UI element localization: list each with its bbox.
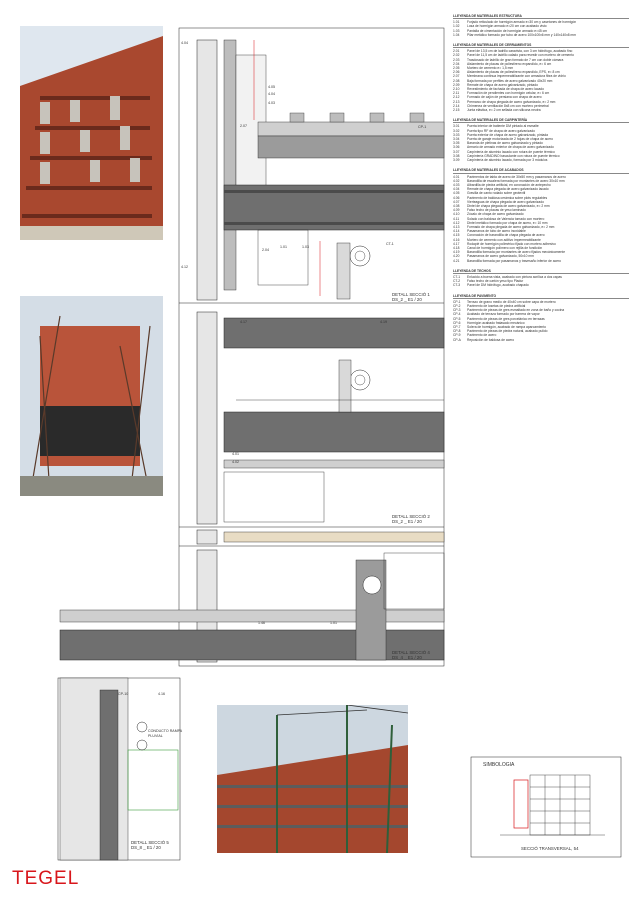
simbologia-title: SIMBOLOGIA [483, 762, 515, 768]
legend-item-text: Mortero de cemento e= 1,5 mm [467, 66, 514, 71]
label-l11: 4.12 [181, 265, 188, 269]
label-l1: 4.04 [181, 41, 188, 45]
legend-item-text: Falso techo de placas de yeso laminado [467, 208, 526, 213]
detail-2-title: DETALL SECCIÓ 2 [392, 514, 430, 519]
label-l8: 2.04 [262, 248, 269, 252]
legend-item-code: 4.08 [453, 203, 460, 208]
legend-item-code: 3.01 [453, 124, 460, 129]
legend-item-text: Pavimentos de tabla de acero de 30x50 mm y pasamanos de acero [467, 174, 566, 179]
legend-item-text: Albardilla de piedra artificial, en coronación de antepecho [467, 182, 551, 187]
legend-item-code: 3.07 [453, 149, 460, 154]
detail-section-3 [197, 530, 444, 544]
legend-item-text: Pasamanos de tubo de acero inoxidable [467, 229, 526, 234]
legend-item-code: CT-3 [453, 283, 461, 288]
legend-item-code: 3.04 [453, 137, 460, 142]
detail-4-caption [392, 650, 430, 660]
legend-item-code: 2.11 [453, 91, 460, 96]
legend-item-text: Chimenea de ventilación 8x8 cm con mortero perimetral [467, 103, 549, 108]
legend-item-text: Panel de 11,5 cm de ladrillo calado para revestir con mortero de cemento [467, 53, 574, 58]
legend-item-code: CT-1 [453, 274, 461, 279]
legend-item-code: 2.05 [453, 66, 460, 71]
label-l17: 1.46 [258, 621, 265, 625]
detail-2-sub: DS_2 _ E1 / 20 [392, 519, 422, 524]
legend-section [453, 118, 629, 162]
legend-item-text: Pantalla de cimentación de hormigón armado e=45 cm [467, 28, 547, 33]
label-l16: 1.01 [330, 621, 337, 625]
legend-item-text: Barandilla de escalera formada por montantes de acero 30x10 mm [467, 178, 565, 183]
legend-item-code: 2.14 [453, 103, 460, 108]
legend-item-text: Dintel metálico formado por chapa de acero, e= 10 mm [467, 220, 548, 225]
legend-item-code: 4.01 [453, 174, 460, 179]
detail-5-caption [131, 840, 169, 850]
legend-section [453, 294, 629, 342]
legend-item-code: 3.02 [453, 128, 460, 133]
legend-item-code: 3.05 [453, 141, 460, 146]
legend-item-code: 4.14 [453, 229, 460, 234]
legend-item-text: Acabado de terraza formado por barrera de vapor [467, 312, 540, 317]
legend-item-code: 4.21 [453, 258, 460, 263]
materials-legend [453, 14, 629, 814]
legend-item-code: CP-A [453, 337, 461, 342]
legend-item-text: Panel de 13,5 cm de ladrillo caravista, con 3 cm hidrófugo, acabado fino [467, 49, 573, 54]
legend-item-text: Forjado reticulado de hormigón armado e=30 cm y casetones de hormigón [467, 20, 577, 25]
legend-item-code: 4.07 [453, 199, 460, 204]
label-l12: 4.17 [240, 320, 247, 324]
legend-item-code: 2.15 [453, 108, 460, 113]
legend-item-code: 2.07 [453, 74, 460, 79]
legend-item-code: CP-7 [453, 325, 461, 329]
label-l2: 4.05 [268, 85, 275, 89]
legend-item-code: CP-6 [453, 320, 461, 325]
legend-item-text: Trasdosado de ladrillo de gran formato de 7 cm con doble cámara [467, 57, 564, 62]
label-l15: 4.16 [158, 692, 165, 696]
legend-item-text: Pilar metálico formado por tubo de acero 100x100x6 mm y 140x140x8 mm [467, 32, 577, 37]
legend-section-title: LLEYENDA DE MATERIALES DE ACABADOS [453, 168, 629, 173]
brand-logo-text: TEGEL [12, 868, 80, 889]
legend-item-text: Membrana continua impermeabilizante con armadura fibra de vidrio [467, 74, 566, 79]
legend-item-text: Formación de pendientes con hormigón celular, e= 6 cm [467, 91, 550, 96]
legend-section-title: LLEYENDA DE PAVIMENTO [453, 294, 629, 299]
label-l20: CONDUCTO RAMPA [148, 729, 183, 733]
legend-item-text: Solera de hormigón, acabado de rampa aparcamiento [467, 325, 546, 329]
legend-item-code: 2.10 [453, 87, 460, 92]
legend-item-code: 3.09 [453, 158, 460, 163]
legend-item-code: 4.16 [453, 237, 460, 242]
legend-item-text: Puerta exterior de chapa de acero galvanizado, pintada [467, 132, 549, 137]
legend-item-code: CP-3 [453, 308, 461, 313]
legend-item-code: 2.06 [453, 70, 460, 75]
legend-item-code: 3.08 [453, 153, 460, 158]
detail-5-title: DETALL SECCIÓ 5 [131, 840, 169, 845]
legend-item [453, 158, 629, 162]
legend-item-text: Puerta interior de batiente DM pintado al esmalte [467, 124, 539, 129]
legend-item-code: 2.01 [453, 49, 460, 54]
legend-item-code: 4.05 [453, 191, 460, 196]
legend-item-code: 3.06 [453, 145, 460, 150]
legend-item-text: Pavimento de acero [467, 333, 497, 338]
legend-item-text: Carpintería GRADINO basculante con rotura de puente térmico [467, 153, 560, 158]
legend-item-text: Revestimiento de fachada de chapa de acero lacado [467, 87, 544, 92]
legend-item-text: Puerta tipo RF de chapa de acero galvanizado [467, 128, 535, 133]
label-l19: 4.02 [232, 460, 239, 464]
legend-item-text: Formado de chapa plegada de acero galvanizado, e= 2 mm [467, 224, 555, 229]
legend-item-text: Formado de cajón de persiana con chapa de acero [467, 95, 542, 100]
legend-item-text: Barandilla formada por pasamanos y travesaño inferior de acero [467, 258, 562, 263]
label-l9: CP-1 [418, 125, 427, 129]
detail-section-2 [197, 312, 444, 524]
label-l4: 4.03 [268, 101, 275, 105]
legend-item-code: CT-2 [453, 279, 461, 284]
legend-section [453, 269, 629, 288]
label-l5: 2.07 [240, 124, 247, 128]
legend-item [453, 283, 629, 287]
legend-item-code: 2.02 [453, 53, 460, 58]
legend-item-code: 1.02 [453, 24, 460, 29]
legend-item-text: Barandilla formada por montantes de acero fijados mecánicamente [467, 250, 566, 255]
legend-item-text: Remate de chapa de acero galvanizado, pintado [467, 82, 538, 87]
legend-item-code: 2.03 [453, 57, 460, 62]
legend-item-text: Carpintería de aluminio lacado con rotura de puente térmico [467, 149, 555, 154]
legend-item-code: 4.15 [453, 233, 460, 238]
label-l3: 4.04 [268, 92, 275, 96]
legend-item-code: 4.18 [453, 245, 460, 250]
legend-section [453, 43, 629, 112]
legend-item-code: 4.02 [453, 178, 460, 183]
legend-item-code: 4.03 [453, 182, 460, 187]
label-l7: 1.01 [280, 245, 287, 249]
legend-item-code: 2.12 [453, 95, 460, 100]
legend-item-code: 4.06 [453, 195, 460, 200]
legend-item-text: Junta elástica, e= 2 cm sellada con silicona neutra [467, 108, 541, 113]
label-l14: CP-10 [118, 692, 129, 696]
legend-item-code: CP-4 [453, 312, 461, 317]
legend-item-code: CP-8 [453, 329, 461, 334]
legend-item-text: Falso techo de cartón yeso tipo Pladur [467, 279, 524, 284]
legend-item-code: 2.08 [453, 78, 460, 83]
section-transversal-caption: SECCIÓ TRANSVERSAL, 54 [521, 846, 579, 851]
label-l18: 4.01 [232, 452, 239, 456]
legend-item-text: Terrazo de grano medio de 40x40 cm sobre capa de mortero [467, 299, 556, 304]
legend-item [453, 33, 629, 37]
legend-item-code: 4.10 [453, 212, 460, 217]
legend-section-title: LLEYENDA DE MATERIALES DE CERRAMIENTOS [453, 43, 629, 48]
legend-item-text: Aislamiento de placas de poliestireno expandido, EPS, e= 8 cm [467, 70, 560, 75]
legend-section-title: LLEYENDA DE MATERIALES ESTRUCTURA [453, 14, 629, 19]
legend-item-text: Pasamanos de acero galvanizado, 50x10 mm [467, 254, 534, 259]
legend-section [453, 168, 629, 262]
legend-item-code: CP-5 [453, 316, 461, 321]
legend-item-text: Pavimento de piezas de gres esmaltado en zona de baño y cocina [467, 308, 565, 313]
legend-item-code: 1.03 [453, 28, 460, 33]
detail-1-sub: DS_2 _ E1 / 20 [392, 297, 422, 302]
legend-item-text: Pavimento de losetas de piedra artificial [467, 303, 526, 308]
legend-item-code: 4.17 [453, 241, 460, 246]
legend-item-text: Armario de armado exterior de chapa de acero galvanizado [467, 145, 554, 150]
detail-5-sub: DS_8 _ E1 / 20 [131, 845, 161, 850]
legend-item-code: 4.11 [453, 216, 460, 221]
legend-item-code: CP-2 [453, 303, 461, 308]
legend-item-text: Aislamiento de placas de poliestireno expandido, e= 6 cm [467, 61, 552, 66]
legend-item-text: Baranda de pletinas de acero galvanizado y pintado [467, 141, 543, 146]
legend-item-code: CP-9 [453, 333, 461, 338]
legend-item [453, 108, 629, 112]
detail-section-5 [58, 678, 180, 860]
legend-item-code: 4.09 [453, 208, 460, 213]
detail-2-caption [392, 514, 430, 524]
legend-item-code: 4.04 [453, 187, 460, 192]
detail-section-4 [60, 550, 444, 662]
label-l13: 4.19 [380, 320, 387, 324]
legend-item-text: Rodapié de hormigón polimérico fijado con mortero adhesivo [467, 241, 556, 246]
legend-item-code: CP-1 [453, 299, 461, 304]
label-l21: PLUVIAL [148, 734, 163, 738]
legend-item-text: Premarco de chapa plegada de acero galvanizado, e= 2 mm [467, 99, 556, 104]
legend-item-code: 4.19 [453, 250, 460, 255]
legend-item-text: Puerta de garaje motorizada de 2 hojas de chapa de acero [467, 137, 553, 142]
legend-section [453, 14, 629, 37]
legend-item-text: Remate de chapa plegada de acero galvanizado lacado [467, 187, 549, 192]
legend-item-text: Baja formada por perfiles de acero galvanizado 40x20 mm [467, 78, 553, 83]
detail-section-1 [197, 40, 444, 300]
legend-item-text: Canal de hormigón polímero con rejilla de fundición [467, 245, 543, 250]
legend-item-text: Pavimento de baldosa cerámica sobre plots regulables [467, 195, 548, 200]
legend-item-text: Carpintería de aluminio lacado, formada por 3 módulos [467, 158, 548, 163]
legend-item-code: 1.01 [453, 20, 460, 25]
legend-item-code: 2.13 [453, 99, 460, 104]
detail-1-caption [392, 292, 430, 302]
legend-item-text: Losa de hormigón armado e=20 cm con acabado visto [467, 24, 547, 29]
legend-section-title: LLEYENDA DE MATERIALES DE CARPINTERÍA [453, 118, 629, 123]
legend-item-text: Gravilla de canto rodado sobre geotextil [467, 191, 526, 196]
legend-item-text: Reposición de baldosa de acero [467, 337, 515, 342]
legend-section-title: LLEYENDA DE TECHOS [453, 269, 629, 274]
legend-item-text: Pavimento de piezas de piedra natural, acabado pulido [467, 329, 548, 334]
legend-item-code: 2.04 [453, 61, 460, 66]
label-l6: 1.03 [302, 245, 309, 249]
legend-item [453, 338, 629, 342]
label-l10: CT-1 [386, 242, 394, 246]
legend-item-text: Panel de DM hidrófugo, acabado chapado [467, 283, 529, 288]
legend-item-code: 1.04 [453, 32, 460, 37]
legend-item-text: Pavimento de piezas de gres porcelánico en terrazas [467, 316, 545, 321]
detail-4-title: DETALL SECCIÓ 4 [392, 650, 430, 655]
legend-item-code: 4.20 [453, 254, 460, 259]
legend-item-text: Mortero de cemento con aditivo impermeabilizante [467, 237, 541, 242]
legend-item-code: 4.13 [453, 224, 460, 229]
detail-1-title: DETALL SECCIÓ 1 [392, 292, 430, 297]
detail-4-sub: DS_4 _ E1 / 20 [392, 655, 422, 660]
legend-item-text: Hormigón acabado fratasado mecánico [467, 320, 525, 325]
legend-item-code: 3.03 [453, 132, 460, 137]
legend-item-text: Coronación de barandilla de chapa plegada de acero [467, 233, 545, 238]
legend-item-text: Vierteaguas de chapa plegada de acero galvanizado [467, 199, 544, 204]
legend-item-code: 2.09 [453, 82, 460, 87]
legend-item-code: 4.12 [453, 220, 460, 225]
legend-item-text: Solado con baldosa de Valencia tomado con mortero [467, 216, 545, 221]
legend-item [453, 259, 629, 263]
legend-item-text: Dintel de chapa plegada de acero galvanizado, e= 2 mm [467, 203, 550, 208]
legend-item-text: Enlucido a buena vista, acabado con pintura acrílica a dos capas [467, 274, 562, 279]
legend-item-text: Zócalo de chapa de acero galvanizado [467, 212, 524, 217]
